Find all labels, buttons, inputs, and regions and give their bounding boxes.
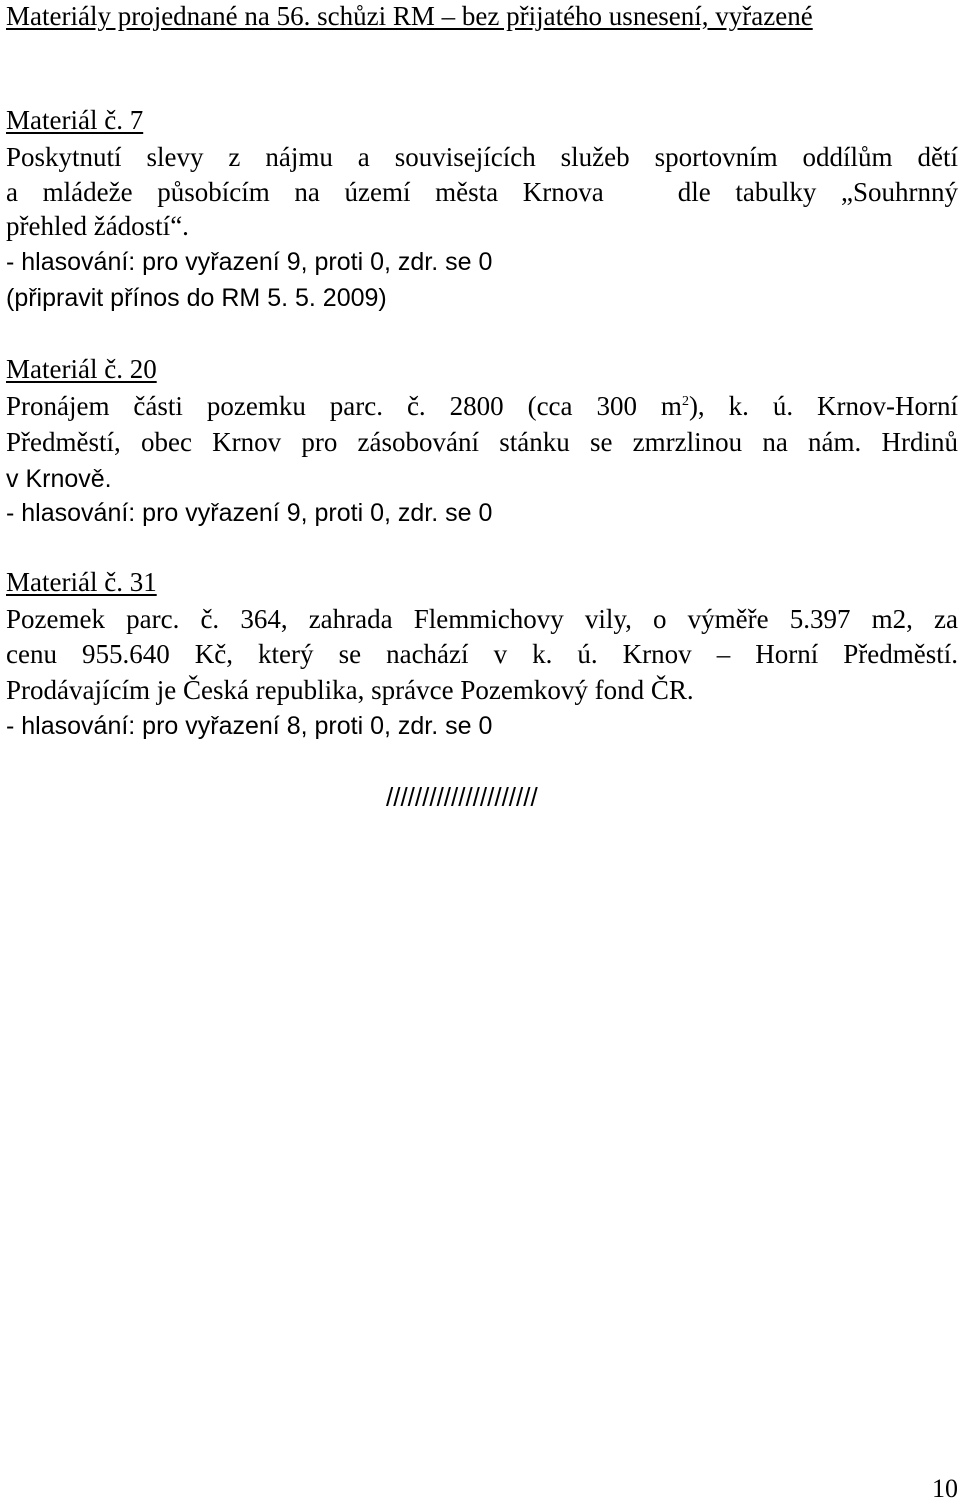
material-31-vote: - hlasování: pro vyřazení 8, proti 0, zdr. se 0 bbox=[6, 712, 493, 740]
section-separator: ///////////////////// bbox=[386, 782, 538, 812]
material-7-heading: Materiál č. 7 bbox=[6, 105, 144, 135]
material-20-description bbox=[6, 388, 958, 460]
material-31-line-2: cenu 955.640 Kč, který se nachází v k. ú. Krnov – Horní Předměstí. bbox=[6, 639, 958, 669]
material-20-line-1: Pronájem části pozemku parc. č. 2800 (cca 300 $m^2$), k. ú. Krnov-Horní bbox=[6, 391, 959, 421]
material-20-line-2: Předměstí, obec Krnov pro zásobování stánku se zmrzlinou na nám. Hrdinů bbox=[6, 427, 958, 457]
material-31-line-3: Prodávajícím je Česká republika, správce Pozemkový fond ČR. bbox=[6, 675, 694, 705]
material-31-line-1: Pozemek parc. č. 364, zahrada Flemmichovy vily, o výměře 5.397 m2, za bbox=[6, 604, 958, 634]
page-header: Materiály projednané na 56. schůzi RM – bez přijatého usnesení, vyřazené bbox=[6, 1, 813, 31]
material-7-description bbox=[6, 140, 958, 210]
material-31-heading: Materiál č. 31 bbox=[6, 567, 157, 597]
material-7-note: (připravit přínos do RM 5. 5. 2009) bbox=[6, 284, 387, 312]
material-20-line-3: v Krnově. bbox=[6, 465, 112, 493]
superscript-2: 2 bbox=[681, 394, 689, 409]
material-7-line-2: a mládeže působícím na území města Krnova dle tabulky „Souhrnný bbox=[6, 177, 958, 207]
material-31-description bbox=[6, 602, 958, 672]
material-7-vote: - hlasování: pro vyřazení 9, proti 0, zdr. se 0 bbox=[6, 248, 493, 276]
material-20-vote: - hlasování: pro vyřazení 9, proti 0, zdr. se 0 bbox=[6, 499, 493, 527]
page-number: 10 bbox=[932, 1474, 958, 1503]
material-7-line-3: přehled žádostí“. bbox=[6, 211, 189, 241]
material-7-line-1: Poskytnutí slevy z nájmu a souvisejících služeb sportovním oddílům dětí bbox=[6, 142, 958, 172]
material-20-heading: Materiál č. 20 bbox=[6, 354, 157, 384]
